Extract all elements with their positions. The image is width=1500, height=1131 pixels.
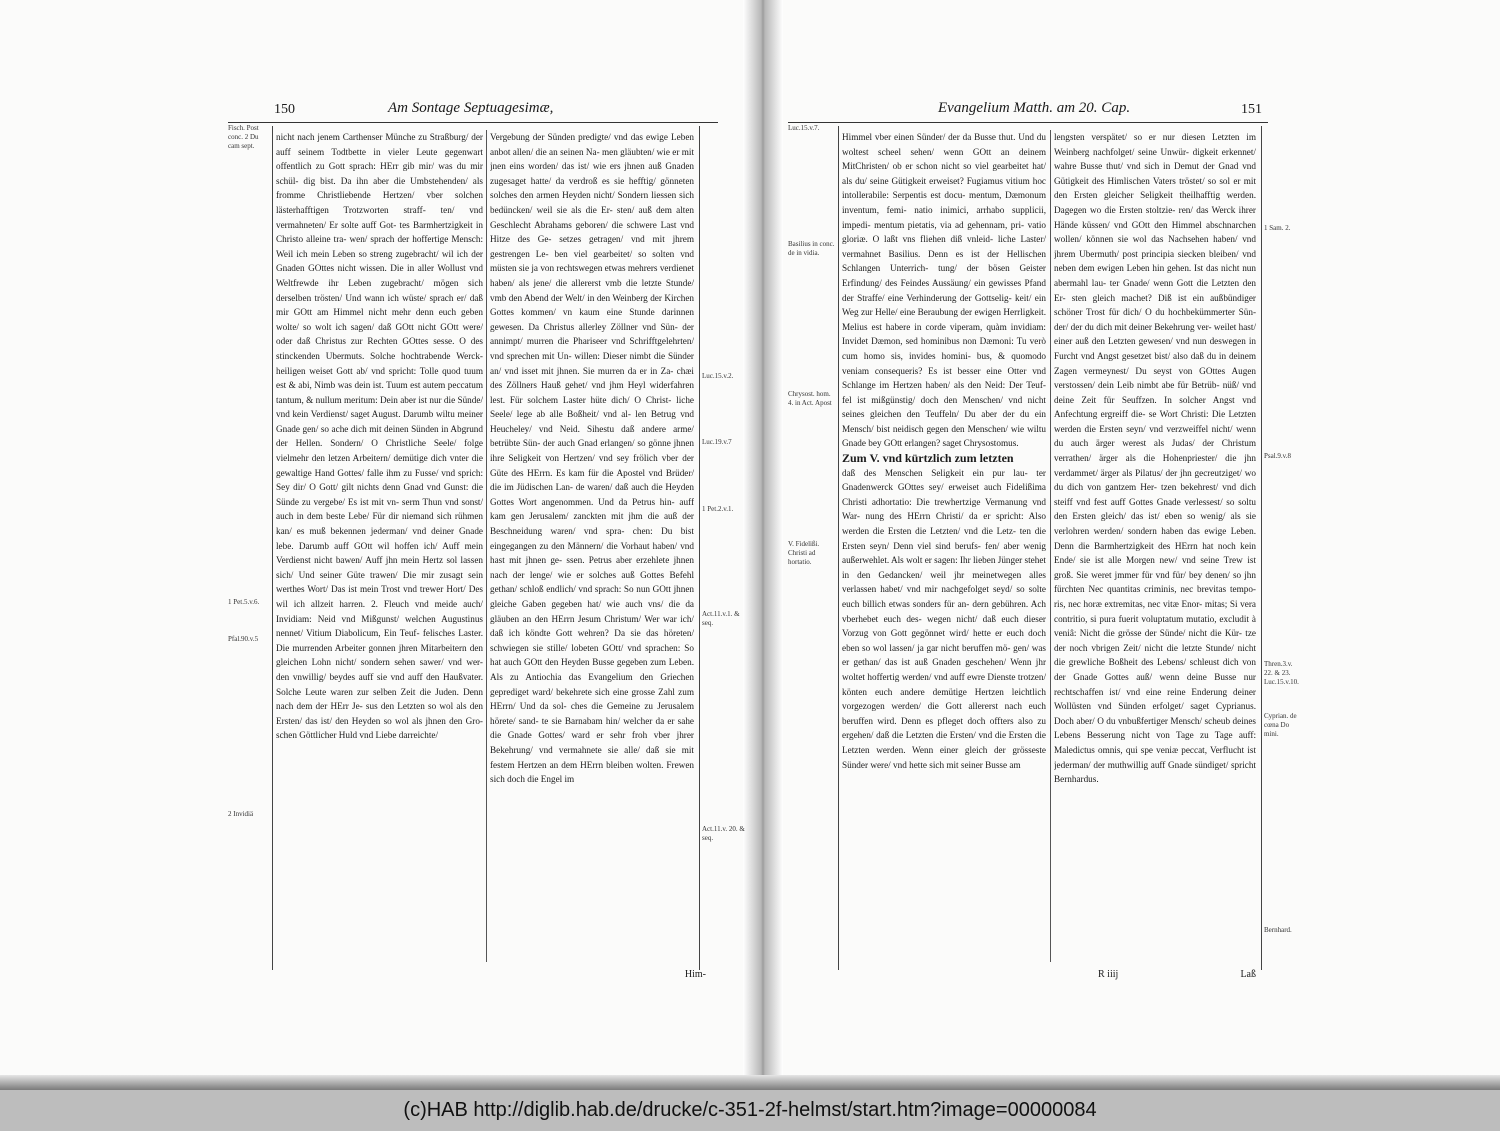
right-page-number: 151 <box>1241 102 1262 117</box>
left-margin-note-1: Fisch. Post conc. 2 Du cam sept. <box>228 124 259 150</box>
scan-bottom-edge <box>0 1075 1500 1090</box>
right-outer-note-5: Bernhard. <box>1264 926 1292 934</box>
right-catchword: Laß <box>1240 969 1256 980</box>
right-page <box>788 100 1299 980</box>
left-margin-note-2: 1 Pet.5.v.6. <box>228 598 260 606</box>
left-running-head <box>228 100 718 123</box>
left-page <box>228 100 745 980</box>
left-margin-note-4: 2 Invidiä <box>228 810 254 818</box>
section-heading: Zum V. vnd kürtzlich zum letzten <box>842 451 1014 466</box>
right-running-title: Evangelium Matth. am 20. Cap. <box>938 100 1131 116</box>
left-inner-note-1: Luc.15.v.2. <box>702 372 734 380</box>
right-margin-note-2: Basilius in conc. de in vidia. <box>788 240 835 257</box>
left-column-a <box>276 130 483 960</box>
right-margin-note-4: V. Fidelißi. Christi ad hortatio. <box>788 540 820 566</box>
right-column-a-rest: daß des Menschen Seligkeit ein pur lau- ter Gnadenwerck GOttes sey/ erweiset auch Fidelißima Christi adhortatio: Die trewhertzige Vermanung vnd War- nung des HErrn Christi/ da er spricht: Also werden die Ersten die Letzten/ vnd die Letz- ten die Ersten seyn/ Denn viel sind berufs- fen/ aber wenig außerwehlet. Als wolt er sagen: Ihr lieben Jünger stehet in den Gedancken/ weil jhr meinetwegen alles verlassen habet/ vnd mir nachgefolget seyd/ so solte euch billich etwas sonders für an- dern gebühren. Ach vberhebet euch des- wegen nicht/ daß euch dieser Vorzug von Gott gegönnet wird/ hette er euch doch eben so wol lassen/ ja gar nicht beruffen mö- gen/ was er gethan/ das ist auß Gnaden geschehen/ Wenn jhr woltet hoffertig werden/ vnd auff ewre Dienste trotzen/ könten euch andere demütige Hertzen leichtlich vorgezogen werden/ die Gott allererst nach euch beruffen wird. Denn es pfleget doch offters also zu ergehen/ daß die Letzten die Ersten/ vnd die Ersten die Letzten werden. Wenn einer gleich der grösseste Sünder were/ vnd hette sich mit seiner Busse am <box>842 467 1046 770</box>
right-outer-note-2: Psal.9.v.8 <box>1264 452 1291 460</box>
left-inner-note-5: Act.11.v. 20. & seq. <box>702 825 745 842</box>
right-column-b-text: lengsten verspätet/ so er nur diesen Letzten im Weinberg nachfolget/ seine Unwür- digkeit erkennet/ wahre Busse thut/ vnd sich in Demut der Gnad vnd Gütigkeit des Himlischen Vaters tröstet/ so sol er mit den Ersten gleicher Seligkeit theilhafftig werden. Dagegen wo die Ersten stoltzie- ren/ das Werck ihrer Hände küssen/ vnd GOtt den Himmel abschnarchen wollen/ können sie wol das Nachsehen haben/ vnd jhrem Ubermuth/ post principia siecken bleiben/ vnd neben dem ewigen Leben hin gehen. Ist das nicht nun abermahl lau- ter Gnade/ wenn Gott die Letzten den Er- sten gleich machet? Diß ist ein außbündiger schöner Trost für dich/ O du hochbekümmerter Sün- der/ der du dich mit deiner Bekehrung ver- weilet hast/ einer auß den Letzten gewesen/ vnd nun deswegen in Furcht vnd Angst gesetzet bist/ also daß du in deinem Zagen vermeynest/ Du seyst von GOttes Augen verstossen/ dein Leib nimbt abe für Betrüb- nüß/ vnd deine Zeit für Seuffzen. In solcher Angst vnd Anfechtung ergreiff die- se Wort Christi: Die Letzten werden die Ersten seyn/ vnd verzweiffel nicht/ wenn du auch ärger werest als Judas/ der Christum verrathen/ ärger als die Hohenpriester/ die jhn verdammet/ ärger als Pilatus/ der jhn gecreutziget/ wo du dich von gantzem Her- tzen bekehrest/ vnd dich steiff vnd fest auff Gottes Gnade verlessest/ so soltu den Ersten gleich/ das ist/ eben so wenig/ als sie verlohren werden/ sondern haben das ewige Leben. Denn die Barmhertzigkeit des HErrn hat noch kein Ende/ sie ist alle Morgen new/ vnd seine Trew ist groß. Sie weret jmmer für vnd für/ bey denen/ so jhn fürchten Nec quantitas criminis, nec brevitas tempo- ris, nec horæ extremitas, nec vitæ Enor- mitas; Si vera contritio, si pura fuerit voluptatum mutatio, excludit à veniâ: Nicht die grösse der Sünde/ nicht die Kür- tze der noch vbrigen Zeit/ nicht die letzte Stunde/ nicht die grewliche Boßheit des Lebens/ schleust dich von der Gnade Gottes auß/ wenn deine Busse nur rechtschaffen ist/ vnd eine reine Enderung deiner Wollüsten vnd Sünden erfolget/ saget Cyprianus. Doch aber/ O du vnbußfertiger Mensch/ scheub deines Lebens Besserung nicht von Tage zu Tage auff: Maledictus omnis, qui spe veniæ peccat, Verflucht ist jederman/ der muthwillig auff Gnade sündiget/ spricht Bernhardus. <box>1054 132 1256 785</box>
left-margin-note-3: Pfal.90.v.5 <box>228 635 259 643</box>
right-column-a <box>842 130 1046 960</box>
right-column-a-text: Himmel vber einen Sünder/ der da Busse thut. Und du woltest scheel sehen/ wenn GOtt an deinem MitChristen/ ob er schon nicht so viel gearbeitet hat/ als du/ seine Gütigkeit erweiset? Fugiamus vitium hoc intollerabile: Serpentis est docu- mentum, Dæmonum inventum, femi- natio inimici, arrhabo supplicii, impedi- mentum pietatis, via ad gehennam, pri- vatio gloriæ. O laßt vns fliehen diß vnleid- liche Laster/ vermahnet Basilius. Denn es ist der Hellischen Schlangen Unterrich- tung/ der bösen Geister Erfindung/ des Feindes Aussäung/ ein gewisses Pfand der Straffe/ eine Verhinderung der Gottselig- keit/ ein Weg zur Helle/ eine Beraubung der ewigen Herrligkeit. Melius est habere in corde viperam, quàm invidiam: Invidet Dæmon, sed hominibus non Dæmoni: Tu verò cum homo sis, invides homini- bus, & quomodo veniam consequeris? Es ist besser eine Otter vnd Schlange im Hertzen haben/ als den Neid: Der Teuf- fel ist mißgünstig/ doch den Menschen/ vnd nicht seines gleichen den Teuffeln/ Du aber der du ein Mensch/ bist neidisch gegen den Menschen/ wie wiltu Gnade bey GOtt erlangen? saget Chrysostomus. <box>842 132 1046 449</box>
right-margin-note-1: Luc.15.v.7. <box>788 124 820 132</box>
book-gutter <box>743 0 783 1090</box>
left-column-b <box>490 130 694 960</box>
signature-mark: R iiij <box>1098 969 1119 980</box>
right-column-rule <box>1050 130 1051 962</box>
footer-url-text: (c)HAB http://diglib.hab.de/drucke/c-351-2f-helmst/start.htm?image=00000084 <box>403 1099 1097 1121</box>
copyright-footer <box>0 1090 1500 1131</box>
left-column-a-text: nicht nach jenem Carthenser Münche zu Straßburg/ der auff seinem Todtbette in vieler Leute gegenwart offentlich zu Gott sprach: HErr gib mir/ was du mir schül- dig bist. Da ihn aber die Umbstehenden/ als fromme Christliebende Hertzen/ vber solchen lästerhafftigen Trotzworten straff- ten/ vnd vermahneten/ Er solte auff Got- tes Barmhertzigkeit in Christo alleine tra- wen/ sprach der hoffertige Mensch: Weil ich mein Leben so streng zugebracht/ wil ich der Gnaden GOttes nicht wissen. Die in aller Wollust vnd Weltfrewde ihr Leben zugebracht/ mögen sich derselben trösten/ Und wann ich wüste/ sprach er/ daß mir GOtt am Himmel nicht mehr denn euch geben wolte/ so wolt ich sagen/ daß GOtt nicht GOtt were/ oder daß Christus zur Rechten GOttes sesse. O des stinckenden Ubermuts. Solche hochtrabende Werck- heiligen weiset Gott ab/ vnd spricht: Tolle quod tuum est & abi, Nimb was dein ist. Tuum est autem peccatum tantum, & nullum meritum: Dein aber ist nur die Sünde/ vnd kein Verdienst/ saget August. Darumb wiltu meiner Gnade gen/ so ache dich mit deinen Sünden in Abgrund der Hellen. Sondern/ O Christliche Seele/ folge vielmehr den letzen Arbeitern/ demütige dich vnter die gewaltige Hand Gottes/ falle ihm zu Fusse/ vnd sprich: Sey dir/ O Gott/ gilt nichts denn Gnad vnd Gunst: die Sünde zu vergebe/ Es ist mit vn- serm Thun vnd sonst/ auch in dem beste Lebe/ Für dir niemand sich rühmen kan/ es muß bekennen jederman/ vnd deiner Gnade lebe. Darumb auff GOtt wil hoffen ich/ Auff mein Verdienst nicht bawen/ Auff jhn mein Hertz sol lassen sich/ Und seiner Güte trawen/ Die mir zusagt sein werthes Wort/ Das ist mein Trost vnd trewer Hort/ Des wil ich allzeit harren. 2. Fleuch vnd meide auch/ Invidiam: Neid vnd Mißgunst/ welchen Augustinus nennet/ Vitium Diabolicum, Ein Teuf- felisches Laster. Die murrenden Arbeiter gonnen jhren Mitarbeitern den gleichen Lohn nicht/ sondern sehen sawer/ vnd wer- den vnwillig/ beydes auff sie vnd auff den Haußvater. Solche Leute waren zur selben Zeit die Juden. Denn nach dem der HErr Je- sus den Letzten so wol als den Ersten/ das ist/ den Heyden so wol als jhnen den Gro- schen Göttlicher Huld vnd Liebe darreichte/ <box>276 132 483 741</box>
right-running-head <box>788 100 1268 123</box>
right-margin-note-3: Chrysost. hom. 4. in Act. Apost <box>788 390 832 407</box>
left-page-number: 150 <box>274 102 295 117</box>
right-outer-note-3: Thren.3.v. 22. & 23. Luc.15.v.10. <box>1264 660 1299 686</box>
left-inner-note-3: 1 Pet.2.v.1. <box>702 505 734 513</box>
left-inner-note-4: Act.11.v.1. & seq. <box>702 610 740 627</box>
right-outer-note-1: 1 Sam. 2. <box>1264 224 1291 232</box>
left-inner-note-2: Luc.19.v.7 <box>702 438 732 446</box>
left-column-rule <box>486 130 487 962</box>
left-column-b-text: Vergebung der Sünden predigte/ vnd das ewige Leben anbot allen/ die an seinen Na- men gläubten/ wie er mit jnen eins worden/ das ist/ wie ers jhnen auß Gnaden zugesaget hatte/ da verdroß es sie hefftig/ gönneten solches den armen Heyden nicht/ Sondern liessen sich bedüncken/ weil sie als die Er- sten/ auß dem alten Geschlecht Abrahams geboren/ die schwere Last vnd Hitze des Ge- setzes getragen/ vnd mit jhrem gestrengen Le- ben viel gearbeitet/ so solten vnd müsten sie ja von rechtswegen etwas mehrers verdienet haben/ als jene/ die allererst vmb die letzte Stunde/ vmb den Abend der Welt/ in den Weinberg der Kirchen Gottes kommen/ vn kaum eine Stunde darinnen gewesen. Da Christus allerley Zöllner vnd Sün- der annimpt/ murren die Phariseer vnd Schrifftgelehrten/ vnd sprechen mit Un- willen: Dieser nimbt die Sünder an/ vnd isset mit jhnen. Sie murren da er in Za- chæi des Zöllners Hauß gehet/ vnd jhm Heyl widerfahren lest. Für solchem Laster hüte dich/ O Christ- liche Seele/ lege ab alle Boßheit/ vnd al- len Betrug vnd Heucheley/ vnd Neid. Sihestu daß andere arme/ betrübte Sün- der auch Gnad erlangen/ so gönne jhnen ihre Seligkeit von Hertzen/ vnd sey frölich vber der Güte des HErrn. Es kam für die Apostel vnd Brüder/ die im Jüdischen Lan- de waren/ daß auch die Heyden Gottes Wort angenommen. Und da Petrus hin- auff kam gen Jerusalem/ zanckten mit jhm die auß der Beschneidung waren/ vnd spra- chen: Du bist eingegangen zu den Männern/ die Vorhaut haben/ vnd hast mit jhnen ge- ssen. Petrus aber erzehlete jhnen nach der lenge/ wie er solches auß Gottes Befehl gethan/ schloß endlich/ vnd sprach: So nun GOtt jhnen gleiche Gaben gegeben hat/ wie auch vns/ die da gläuben an den HErrn Jesum Christum/ Wer war ich/ daß ich köndte Gott wehren? Da sie das höreten/ schwiegen sie stille/ lobeten GOtt/ vnd sprachen: So hat auch GOtt den Heyden Busse gegeben zum Leben. Als zu Antiochia das Evangelium den Griechen geprediget ward/ bekehrete sich eine grosse Zahl zum HErrn/ Und da sol- ches die Gemeine zu Jerusalem hörete/ sand- te sie Barnabam hin/ welcher da er sahe die Gnade Gottes/ ward er sehr froh vber jhrer Bekehrung/ vnd vermahnete sie alle/ daß sie mit festem Hertzen an dem HErrn bleiben wolten. Frewen sich doch die Engel im <box>490 132 694 785</box>
right-column-b <box>1054 130 1256 960</box>
left-catchword: Him- <box>684 969 706 980</box>
right-outer-note-4: Cyprian. de cœna Do mini. <box>1264 712 1297 738</box>
left-running-title: Am Sontage Septuagesimæ, <box>388 100 554 116</box>
